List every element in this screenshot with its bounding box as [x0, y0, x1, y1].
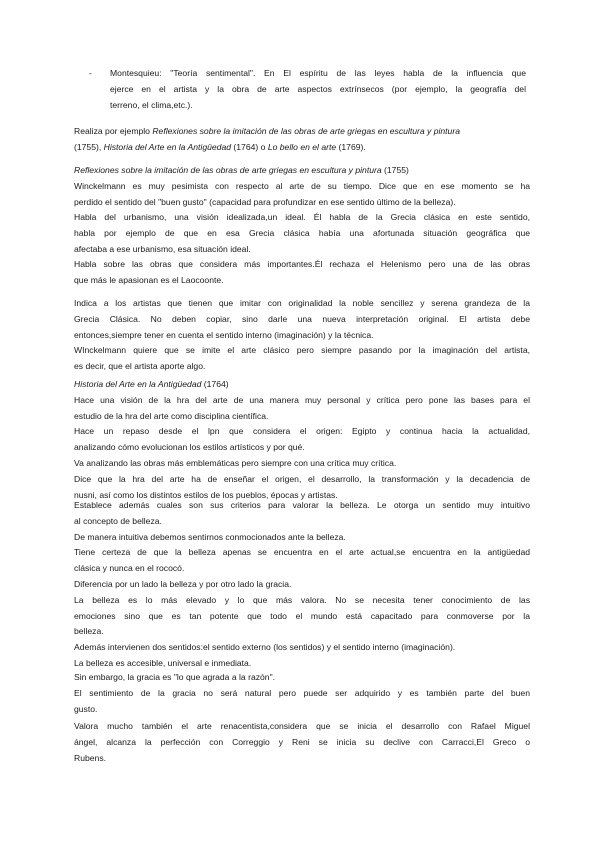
text-line: Tiene certeza de que la belleza apenas se encuentra en el arte actual,se encuentra en la antigüedad [74, 547, 530, 558]
text-line: Rubens. [74, 752, 107, 763]
text-line: De manera intuitiva debemos sentirnos conmocionados ante la belleza. [74, 531, 346, 542]
text-line: al concepto de belleza. [74, 515, 162, 526]
text-line: analizando cómo evolucionan los estilos artísticos y por qué. [74, 442, 305, 453]
bullet-dash: - [89, 68, 92, 78]
text-line: emociones sino que es tan potente que todo el mundo está capacitado para conmoverse por la [74, 610, 530, 621]
text-line: El sentimiento de la gracia no será natural pero puede ser adquirido y es también parte del buen [74, 687, 530, 698]
text-line: perdido el sentido del "buen gusto" (capacidad para profundizar en ese sentido último de la belleza). [74, 196, 456, 207]
reflexiones-section [74, 163, 530, 258]
text-line: gusto. [74, 703, 98, 714]
section-heading [74, 377, 530, 393]
paragraph [74, 257, 530, 289]
text-line: Hace una visión de la hra del arte de una manera muy personal y crítica pero pone las bases para el [74, 394, 530, 405]
bullet-item [110, 66, 526, 113]
book-title: Reflexiones sobre la imitación de las obras de arte griegas en escultura y pintura [152, 126, 460, 136]
paragraph [74, 498, 530, 577]
paragraph [74, 577, 530, 672]
heading-title: Historia del Arte en la Antigüedad [74, 379, 202, 389]
text-line: terreno, el clima,etc.). [110, 99, 193, 110]
text-line: belleza. [74, 626, 104, 637]
text-line: clásica y nunca en el rococó. [74, 563, 185, 574]
intro-text: (1764) o [231, 141, 268, 152]
text-line: Winckelmann es muy pesimista con respecto al arte de su tiempo. Dice que en ese momento se ha [74, 180, 530, 191]
book-title: Lo bello en el arte [267, 141, 337, 152]
text-line: entonces,siempre tener en cuenta el sentido interno (imaginación) y la técnica. [74, 329, 374, 340]
text-line: Habla del urbanismo, una visión idealizada,un ideal. Él habla de la Grecia clásica en este sentido, [74, 212, 530, 223]
text-line [74, 124, 530, 140]
paragraph [74, 670, 530, 717]
text-line: ángel, alcanza la perfección con Correggio y Reni se inicia su declive con Carracci,El Greco o [74, 736, 530, 747]
text-line: Diferencia por un lado la belleza y por otro lado la gracia. [74, 579, 292, 589]
paragraph [74, 719, 530, 766]
text-line: Va analizando las obras más emblemáticas pero siempre con una crítica muy crítica. [74, 457, 397, 468]
text-line [74, 140, 530, 156]
intro-text: (1755), [74, 141, 104, 152]
intro-text: (1769). [336, 141, 366, 152]
text-line: Dice que la hra del arte ha de enseñar el origen, el desarrollo, la transformación y la decadencia de [74, 473, 530, 484]
book-title: Historia del Arte en la Antigüedad [103, 141, 232, 152]
heading-year: (1764) [201, 379, 229, 389]
text-line: nusni, así como los distintos estilos de los pueblos, épocas y artistas. [74, 489, 338, 500]
heading-year: (1755) [381, 165, 409, 175]
text-line: Indica a los artistas que tienen que imitar con originalidad la noble sencillez y serena grandeza de la [74, 298, 530, 308]
text-line: Hace un repaso desde el lpn que considera el origen: Egipto y continua hacia la actualidad, [74, 426, 530, 437]
intro-text: Realiza por ejemplo [74, 126, 153, 136]
historia-section [74, 377, 530, 503]
text-line: afectaba a ese urbanismo, esa situación ideal. [74, 243, 251, 254]
text-line: habla por ejemplo de que en esa Grecia clásica había una afortunada situación geográfica que [74, 228, 530, 239]
intro-paragraph [74, 124, 530, 156]
paragraph [74, 296, 530, 375]
text-line: WInckelmann quiere que se imite el arte clásico pero siempre pasando por la imaginación del artista, [74, 345, 530, 356]
text-line: Además intervienen dos sentidos:el sentido externo (los sentidos) y el sentido interno (imaginación). [74, 642, 456, 653]
text-line: ejerce en el artista y la obra de arte aspectos extrínsecos (por ejemplo, la geografía del [110, 83, 526, 94]
text-line: La belleza es lo más elevado y lo que más valora. No se necesita tener conocimiento de las [74, 594, 530, 605]
text-line: Establece además cuales son sus criterios para valorar la belleza. Le otorga un sentido muy intuitivo [74, 500, 530, 510]
text-line: estudio de la hra del arte como disciplina científica. [74, 410, 269, 421]
section-heading [74, 163, 530, 179]
text-line: Habla sobre las obras que considera más importantes.Él rechaza el Helenismo pero una de las obras [74, 259, 530, 269]
text-line: Grecia Clásica. No deben copiar, sino darle una nueva interpretación original. El artista debe [74, 313, 530, 324]
heading-title: Reflexiones sobre la imitación de las obras de arte griegas en escultura y pintura [74, 165, 382, 175]
text-line: que más le apasionan es el Laocoonte. [74, 274, 224, 285]
text-line: Sin embargo, la gracia es "lo que agrada a la razón". [74, 672, 276, 682]
text-line: Valora mucho también el arte renacentista,considera que se inicia el desarrollo con Rafael Miguel [74, 721, 530, 731]
text-line: Montesquieu: "Teoría sentimental". En El espíritu de las leyes habla de la influencia que [110, 68, 526, 78]
text-line: es decir, que el artista aporte algo. [74, 361, 206, 372]
text-line: La belleza es accesible, universal e inmediata. [74, 657, 252, 668]
